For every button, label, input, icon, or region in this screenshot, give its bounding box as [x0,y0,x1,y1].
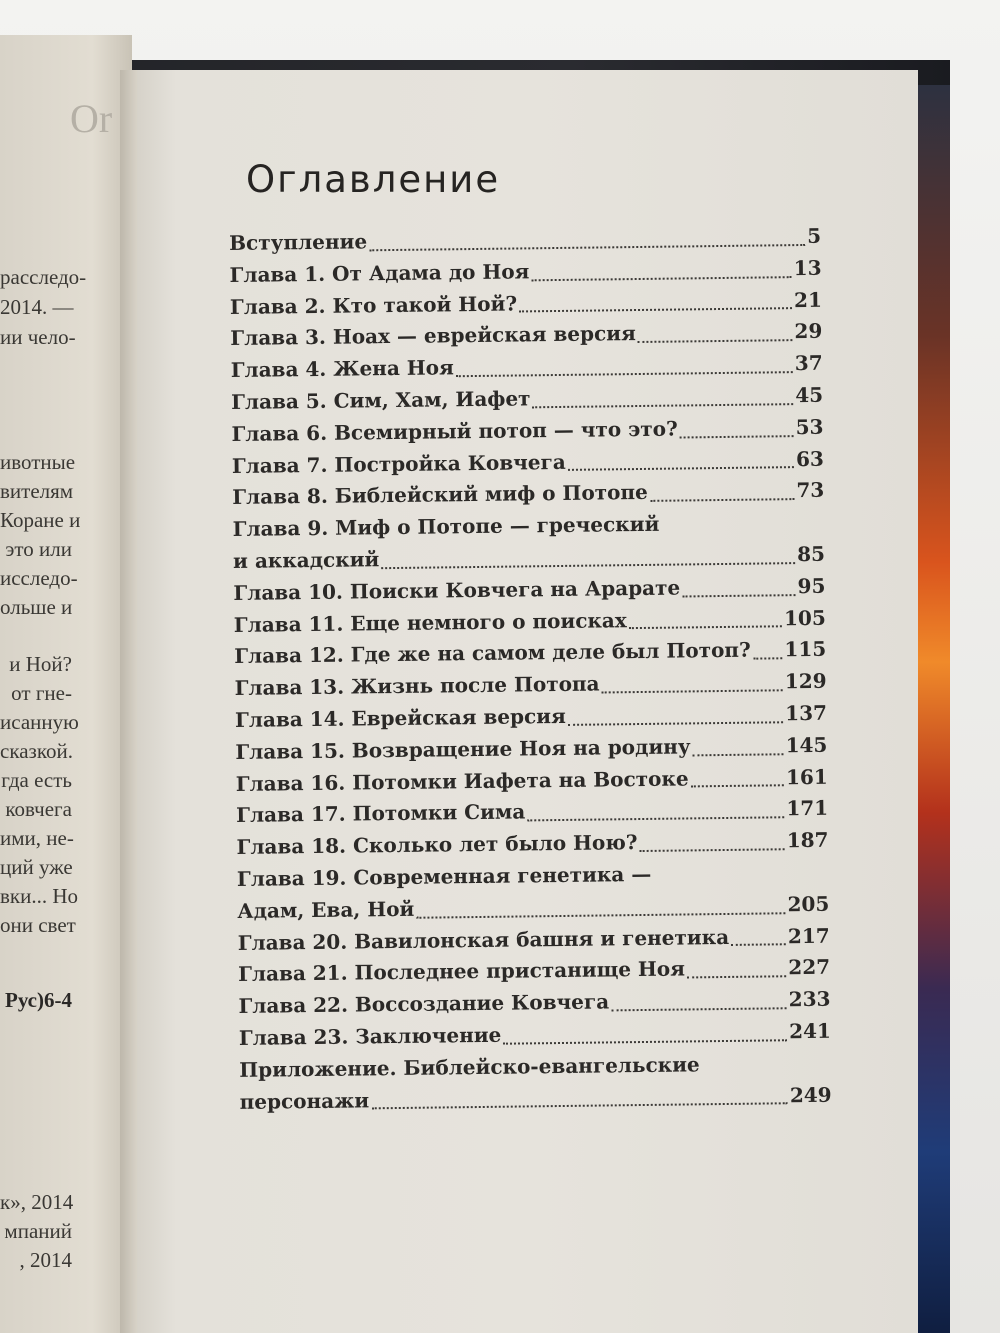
left-fragment: от гне- [11,681,72,705]
toc-entry-text: Глава 8. Библейский миф о Потопе [232,480,648,510]
toc-page-number: 53 [795,414,824,439]
left-fragment: ковчега [5,797,72,821]
toc-title: Оглавление [246,158,501,201]
toc-dot-leader [611,1007,787,1011]
toc-page-number: 129 [784,668,827,694]
left-fragment: мпаний [4,1219,72,1243]
toc-page-number: 37 [794,350,823,376]
toc-dot-leader [416,912,785,919]
toc-entry-text: Глава 15. Возвращение Ноя на родину [235,734,691,764]
toc-dot-leader [680,435,794,438]
toc-page-number: 217 [787,923,830,948]
toc-dot-leader [503,1039,787,1044]
toc-page-number: 45 [795,382,824,408]
toc-dot-leader [369,244,805,251]
toc-dot-leader [650,498,795,502]
toc-entry-text: Глава 14. Еврейская версия [234,703,566,732]
toc-dot-leader [687,975,786,978]
left-fragment: расследо- [0,265,87,289]
toc-page-number: 241 [788,1018,831,1044]
toc-entry-text: Глава 4. Жена Ноя [230,355,454,383]
toc-dot-leader [568,721,783,726]
toc-dot-leader [638,339,793,343]
toc-entry-text: и аккадский [232,547,380,573]
left-fragment: Коране и [0,508,81,532]
toc-entry-text: Глава 20. Вавилонская башня и генетика [237,924,730,955]
toc-entry-text: Глава 17. Потомки Сима [236,799,526,828]
left-fragment: исанную [0,710,79,734]
toc-page-number: 105 [783,605,826,630]
toc-dot-leader [568,467,794,472]
toc-entry-text: Глава 23. Заключение [238,1022,502,1050]
toc-dot-leader [640,848,785,852]
toc-page-number: 137 [785,700,828,726]
toc-page-number: 85 [797,541,826,567]
toc-dot-leader [693,753,784,756]
toc-dot-leader [731,944,786,947]
toc-dot-leader [533,403,794,408]
toc-dot-leader [629,626,782,630]
toc-page-number: 73 [796,478,825,503]
toc-page-number: 233 [788,986,831,1012]
toc-list [229,221,832,1118]
left-fragment: они свет [0,913,76,937]
toc-page-number: 63 [795,446,825,471]
left-page [0,35,132,1333]
toc-entry-text: Глава 22. Воссоздание Ковчега [238,989,610,1019]
left-fragment: и Ной? [9,652,72,676]
left-fragment: Рус)6-4 [5,988,72,1012]
left-fragment: гда есть [1,768,72,792]
toc-entry-text: Глава 9. Миф о Потопе — греческий [232,511,660,542]
left-fragment: вки... Но [0,884,79,908]
toc-page-number: 5 [807,223,822,248]
toc-entry-text: Адам, Ева, Ной [237,896,415,923]
left-fragment: ими, не- [0,826,74,850]
toc-dot-leader [602,689,783,693]
toc-dot-leader [682,594,795,597]
toc-dot-leader [456,371,793,377]
toc-entry-text: Глава 7. Постройка Ковчега [231,449,566,478]
toc-page-number: 29 [794,319,823,344]
toc-entry-text: Глава 3. Ноах — еврейская версия [230,321,636,351]
toc-page-number: 161 [785,764,828,789]
toc-page-number: 21 [793,287,823,312]
left-fragment: это или [5,537,72,561]
toc-entry-text: персонажи [239,1087,370,1114]
toc-page-number: 227 [788,955,831,980]
toc-entry-text: Приложение. Библейско-евангельские [239,1052,700,1082]
toc-page-number: 13 [793,255,822,280]
toc-page-number: 115 [784,637,827,662]
toc-entry-text: Глава 21. Последнее пристанище Ноя [237,956,686,987]
toc-dot-leader [381,562,795,569]
toc-entry-text: Глава 2. Кто такой Ной? [229,291,518,319]
left-fragment: ций уже [0,855,73,879]
toc-entry-text: Глава 1. От Адама до Ноя [229,259,530,287]
toc-entry-text: Глава 6. Всемирный потоп — что это? [231,416,678,446]
left-fragment: вителям [0,479,74,503]
left-fragment: к», 2014 [0,1190,74,1214]
toc-entry-text: Глава 16. Потомки Иафета на Востоке [235,765,689,796]
toc-dot-leader [753,658,783,660]
toc-page-number: 171 [786,796,829,821]
toc-dot-leader [531,276,791,281]
toc-entry-text: Глава 10. Поиски Ковчега на Арарате [233,575,681,605]
toc-entry-text: Глава 18. Сколько лет было Ною? [236,830,638,860]
toc-entry-text: Глава 11. Еще немного о поисках [233,607,627,637]
left-fragment: сказкой. [0,739,73,763]
toc-page-number: 205 [787,891,830,916]
toc-entry-text: Глава 12. Где же на самом деле был Потоп? [234,638,751,669]
left-fragment: 2014. — [0,295,74,319]
toc-entry-text: Глава 13. Жизнь после Потопа [234,671,600,701]
left-fragment: ольше и [0,595,73,619]
toc-dot-leader [371,1103,788,1110]
toc-dot-leader [519,308,792,313]
left-fragment: ии чело- [0,325,76,349]
toc-entry-text: Вступление [229,229,368,255]
toc-entry-text: Глава 5. Сим, Хам, Иафет [230,386,531,414]
toc-page-number: 187 [786,827,829,853]
toc-dot-leader [527,816,784,821]
toc-entry-text: Глава 19. Современная генетика — [236,861,652,891]
toc-dot-leader [691,785,784,788]
toc-page-number: 95 [797,573,826,598]
left-fragment: ивотные [0,450,76,474]
bleed-through-text [600,180,604,200]
toc-page-number: 249 [789,1082,832,1107]
toc-page-number: 145 [785,732,828,757]
left-page-bleed-through: Оr [70,96,113,141]
left-fragment: , 2014 [19,1248,72,1272]
left-fragment: исследо- [0,566,78,590]
